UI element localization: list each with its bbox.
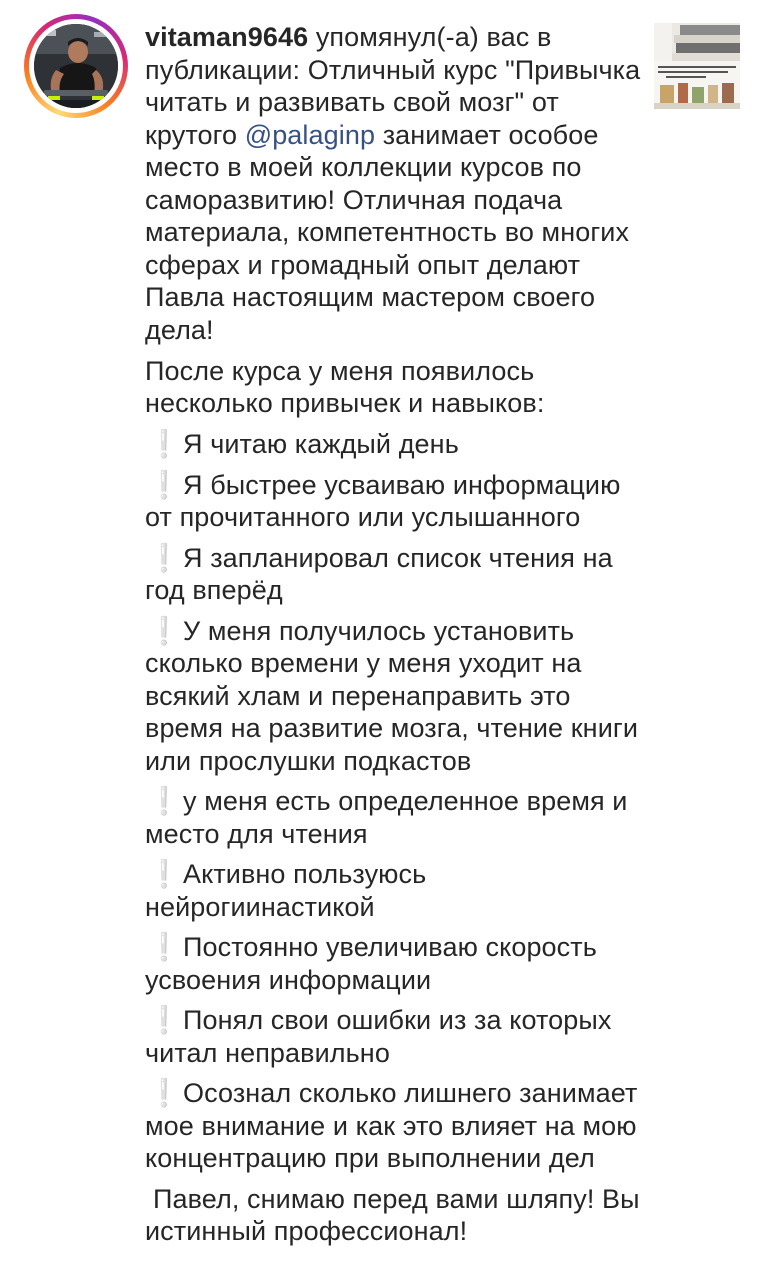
list-item-text: Активно пользуюсь нейрогиинастикой [145,859,427,922]
review-text: занимает особое место в моей коллекции курсов по саморазвитию! Отличная подача материала, компетентность во многих сферах и громадный опыт делают Павла настоящим мастером своего дела! [145,119,630,345]
list-item-text: Постоянно увеличиваю скорость усвоения информации [145,932,597,995]
closing-text-content: Павел, снимаю перед вами шляпу! Вы истинный профессионал! [145,1183,640,1246]
avatar[interactable] [34,24,118,108]
list-item-text: У меня получилось установить сколько времени у меня уходит на всякий хлам и перенаправить это время на развитие мозга, чтение книги или прослушки подкастов [145,615,639,776]
list-item [145,931,645,996]
list-item [145,858,645,923]
username-link[interactable]: vitaman9646 [145,22,309,52]
list-item-text: Я запланировал список чтения на год вперёд [145,542,613,605]
book-cover-image-icon [654,23,740,109]
message-paragraph [145,21,645,346]
action-text: упомянул(-а) вас в публикации: Отличный курс "Привычка читать и развивать свой мозг" от крутого [145,22,641,150]
closing-text [145,1183,645,1248]
list-item [145,615,645,778]
avatar-photo-icon [34,24,118,108]
white-exclamation-mark-icon: ❕ [147,1005,181,1035]
white-exclamation-mark-icon: ❕ [147,1078,181,1108]
avatar-frame [29,19,123,113]
list-item-text: Я читаю каждый день [183,429,459,459]
list-item [145,542,645,607]
notification-text [145,21,645,1248]
list-item [145,428,645,461]
list-item [145,469,645,534]
white-exclamation-mark-icon: ❕ [147,469,181,500]
list-item [145,785,645,850]
list-item-text: Осознал сколько лишнего занимает мое внимание и как это влияет на мою концентрацию при выполнении дел [145,1078,638,1173]
list-item-text: у меня есть определенное время и место для чтения [145,786,628,849]
white-exclamation-mark-icon: ❕ [147,786,181,816]
white-exclamation-mark-icon: ❕ [147,429,181,459]
white-exclamation-mark-icon: ❕ [147,932,181,962]
story-ring[interactable] [24,14,128,118]
list-item [145,1004,645,1069]
white-exclamation-mark-icon: ❕ [147,542,181,573]
white-exclamation-mark-icon: ❕ [147,859,181,889]
habits-list [145,428,645,1175]
white-exclamation-mark-icon: ❕ [147,615,181,646]
mention-link[interactable]: @palaginp [244,119,376,150]
list-item-text: Я быстрее усваиваю информацию от прочитанного или услышанного [145,469,621,532]
post-thumbnail[interactable] [654,23,740,109]
intro-text: После курса у меня появилось несколько привычек и навыков: [145,355,545,418]
list-item [145,1077,645,1175]
list-item-text: Понял свои ошибки из за которых читал неправильно [145,1005,612,1068]
